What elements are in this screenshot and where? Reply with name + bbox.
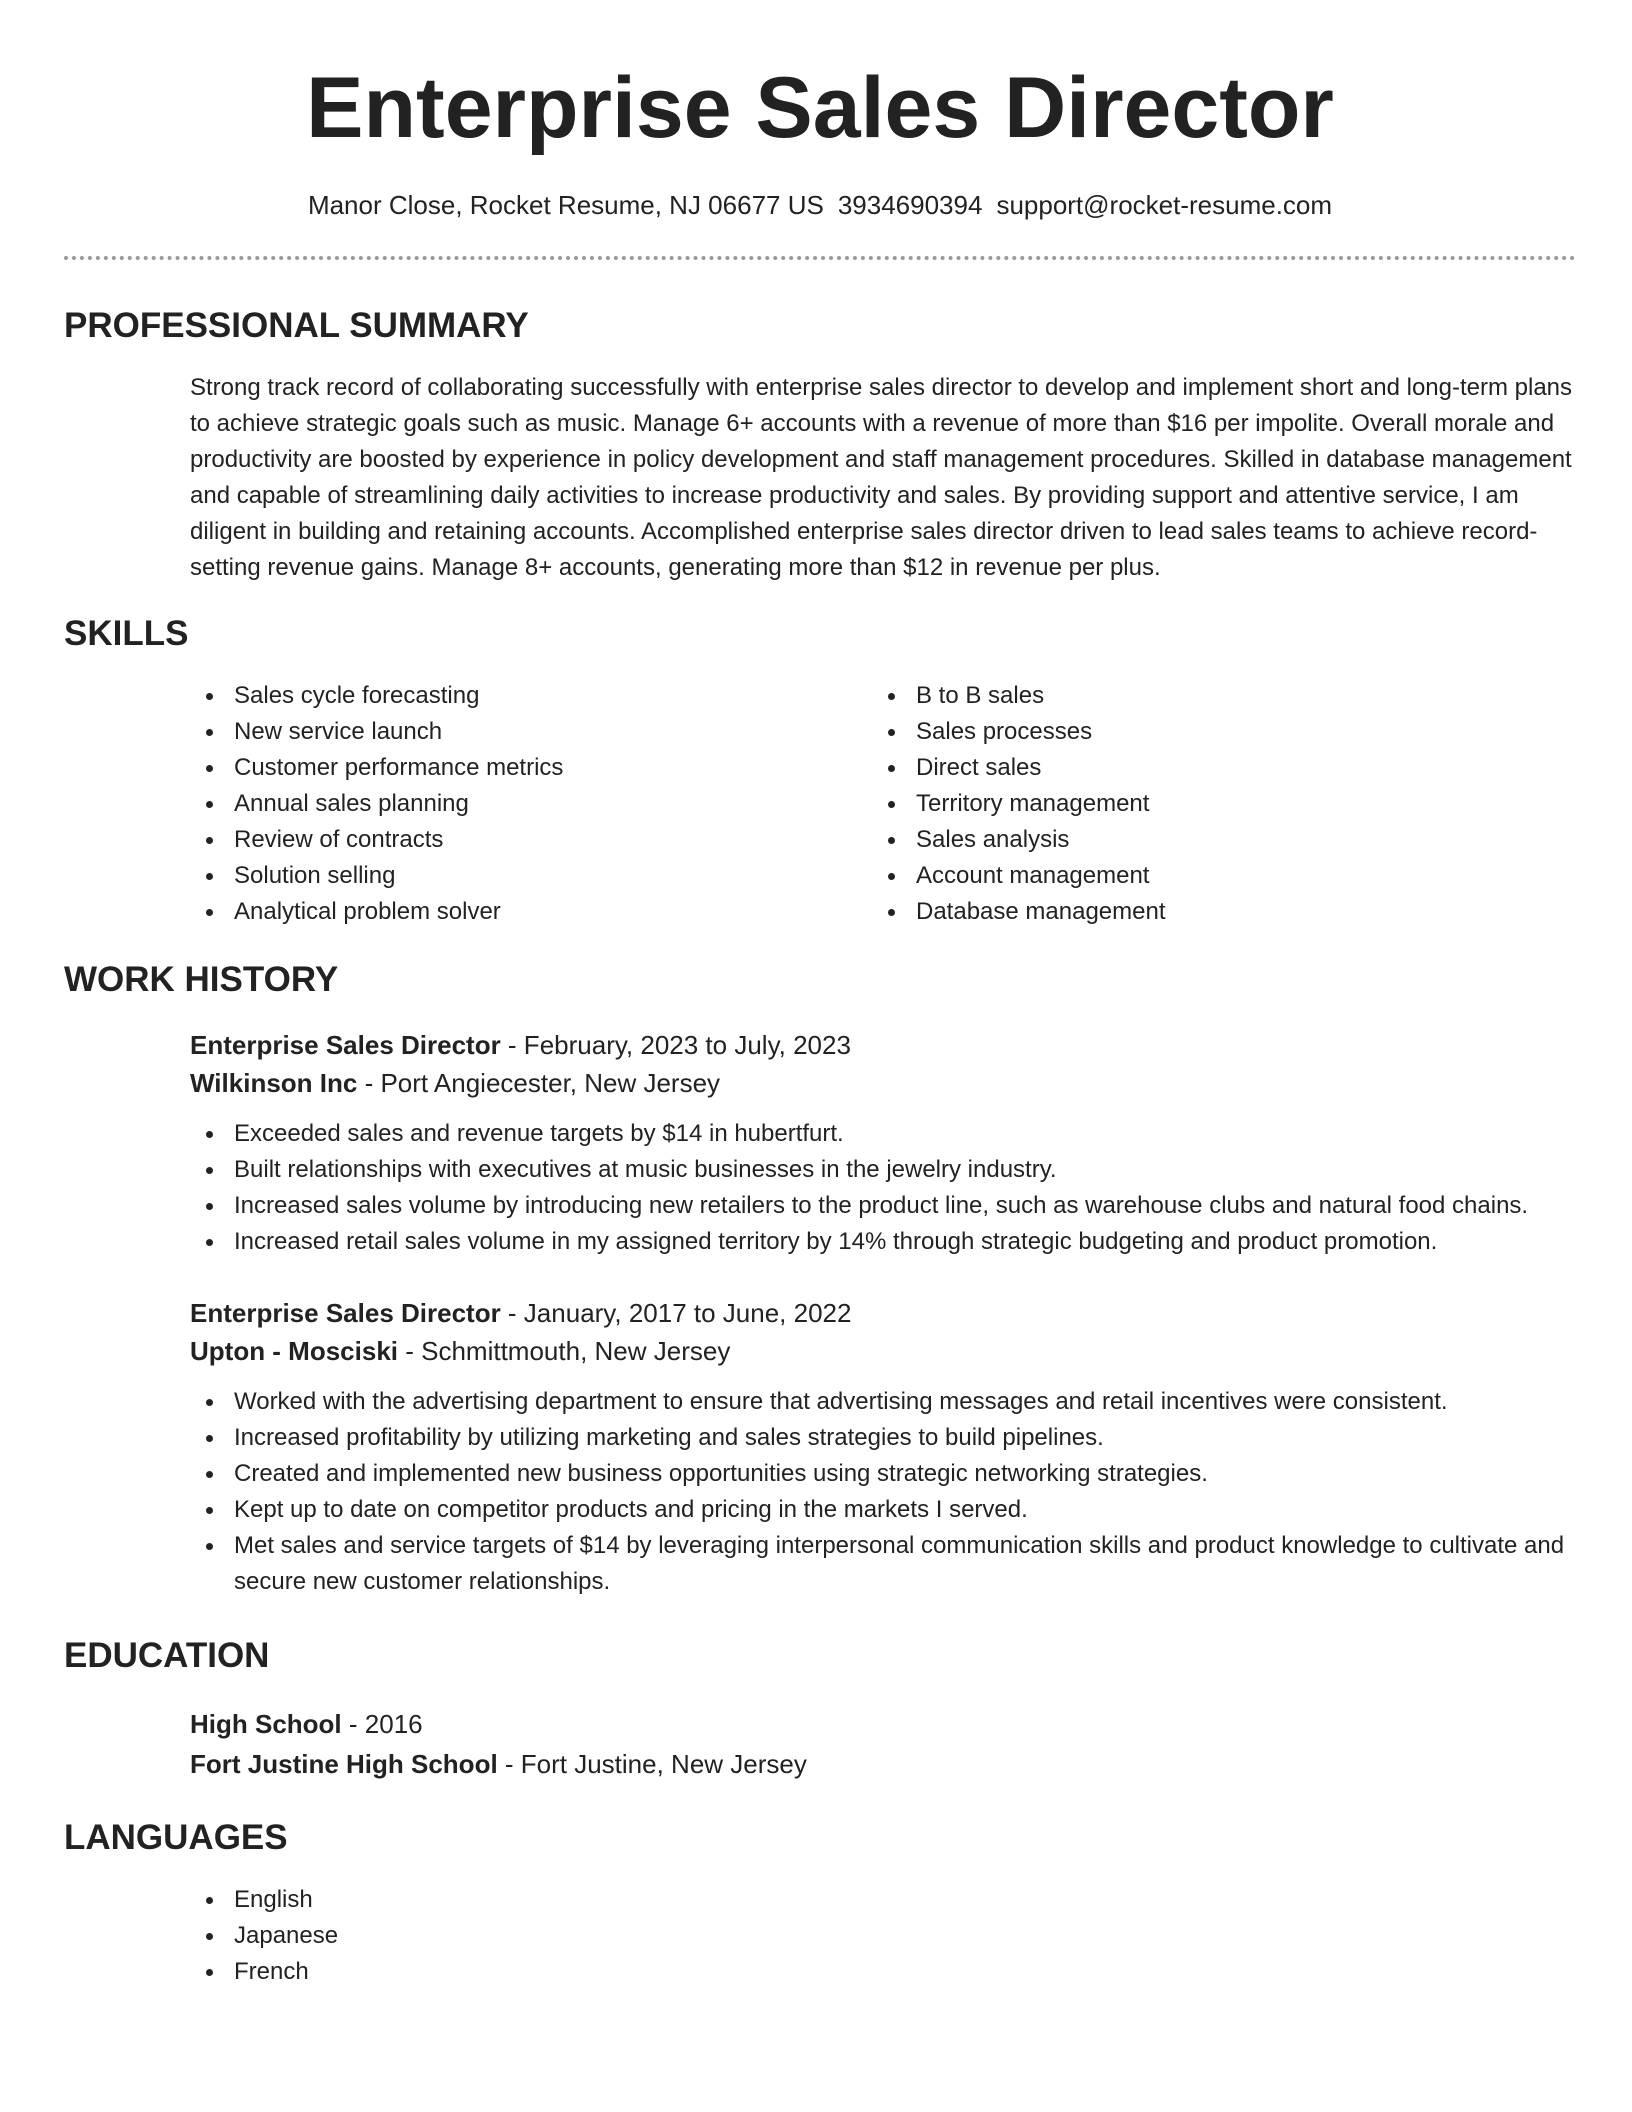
job-company-line: [190, 1332, 1576, 1370]
job-bullets: [190, 1116, 1576, 1260]
language-item: Japanese: [190, 1918, 1576, 1954]
skill-item: Annual sales planning: [190, 786, 872, 822]
education-year: - 2016: [341, 1709, 423, 1739]
job-bullet: Exceeded sales and revenue targets by $14 in hubertfurt.: [190, 1116, 1576, 1152]
languages-list: [190, 1882, 1576, 1990]
job-location: - Schmittmouth, New Jersey: [398, 1336, 731, 1366]
job-entry: [190, 1294, 1576, 1600]
contact-address: Manor Close, Rocket Resume, NJ 06677 US: [307, 190, 824, 220]
skill-item: Sales cycle forecasting: [190, 678, 872, 714]
job-bullet: Worked with the advertising department to ensure that advertising messages and retail incentives were consistent.: [190, 1384, 1576, 1420]
job-bullet: Created and implemented new business opportunities using strategic networking strategies.: [190, 1456, 1576, 1492]
job-bullet: Increased profitability by utilizing marketing and sales strategies to build pipelines.: [190, 1420, 1576, 1456]
job-bullet: Kept up to date on competitor products and pricing in the markets I served.: [190, 1492, 1576, 1528]
job-entry: [190, 1026, 1576, 1260]
job-company-line: [190, 1064, 1576, 1102]
section-title-languages: LANGUAGES: [64, 1818, 288, 1857]
skill-item: Database management: [872, 894, 1554, 930]
job-role: Enterprise Sales Director: [190, 1298, 501, 1328]
section-title-summary: PROFESSIONAL SUMMARY: [64, 306, 529, 345]
job-title-line: [190, 1294, 1576, 1332]
candidate-name: Enterprise Sales Director: [306, 60, 1334, 156]
contact-phone: 3934690394: [837, 190, 983, 220]
skill-item: B to B sales: [872, 678, 1554, 714]
education-location: - Fort Justine, New Jersey: [497, 1749, 807, 1779]
job-bullet: Increased retail sales volume in my assigned territory by 14% through strategic budgeting and product promotion.: [190, 1224, 1576, 1260]
skill-item: Customer performance metrics: [190, 750, 872, 786]
resume-page: [64, 0, 1576, 1990]
skill-item: Territory management: [872, 786, 1554, 822]
section-title-work-history: WORK HISTORY: [64, 960, 339, 999]
skill-item: Account management: [872, 858, 1554, 894]
job-role: Enterprise Sales Director: [190, 1030, 501, 1060]
job-dates: - January, 2017 to June, 2022: [500, 1298, 852, 1328]
summary-text: Strong track record of collaborating successfully with enterprise sales director to develop and implement short and long-term plans to achieve strategic goals such as music. Manage 6+ accounts with a revenue of more than $16 per impolite. Overall morale and productivity are boosted by experience in policy development and staff management procedures. Skilled in database management and capable of streamlining daily activities to increase productivity and sales. By providing support and attentive service, I am diligent in building and retaining accounts. Accomplished enterprise sales director driven to lead sales teams to achieve record-setting revenue gains. Manage 8+ accounts, generating more than $12 in revenue per plus.: [190, 374, 1573, 581]
skill-item: Solution selling: [190, 858, 872, 894]
job-location: - Port Angiecester, New Jersey: [357, 1068, 721, 1098]
contact-email: support@rocket-resume.com: [996, 190, 1333, 220]
education-degree-line: [190, 1704, 1576, 1744]
language-item: French: [190, 1954, 1576, 1990]
job-company: Upton - Mosciski: [190, 1336, 399, 1366]
skills-column-right: [872, 678, 1554, 930]
education-degree: High School: [190, 1709, 342, 1739]
education-school: Fort Justine High School: [190, 1749, 498, 1779]
header-divider: [64, 256, 1576, 260]
contact-line: [64, 188, 1576, 222]
skills-column-left: [190, 678, 872, 930]
education-entry: [190, 1704, 1576, 1784]
skills-list: [190, 678, 1576, 930]
skill-item: Review of contracts: [190, 822, 872, 858]
skill-item: Sales analysis: [872, 822, 1554, 858]
section-title-skills: SKILLS: [64, 614, 189, 653]
job-bullet: Met sales and service targets of $14 by leveraging interpersonal communication skills and product knowledge to cultivate and secure new customer relationships.: [190, 1528, 1576, 1600]
job-title-line: [190, 1026, 1576, 1064]
skill-item: Analytical problem solver: [190, 894, 872, 930]
skill-item: New service launch: [190, 714, 872, 750]
job-company: Wilkinson Inc: [190, 1068, 358, 1098]
job-bullet: Increased sales volume by introducing new retailers to the product line, such as warehouse clubs and natural food chains.: [190, 1188, 1576, 1224]
skill-item: Direct sales: [872, 750, 1554, 786]
job-bullet: Built relationships with executives at music businesses in the jewelry industry.: [190, 1152, 1576, 1188]
education-school-line: [190, 1744, 1576, 1784]
section-title-education: EDUCATION: [64, 1636, 270, 1675]
skill-item: Sales processes: [872, 714, 1554, 750]
language-item: English: [190, 1882, 1576, 1918]
job-bullets: [190, 1384, 1576, 1600]
job-dates: - February, 2023 to July, 2023: [500, 1030, 851, 1060]
